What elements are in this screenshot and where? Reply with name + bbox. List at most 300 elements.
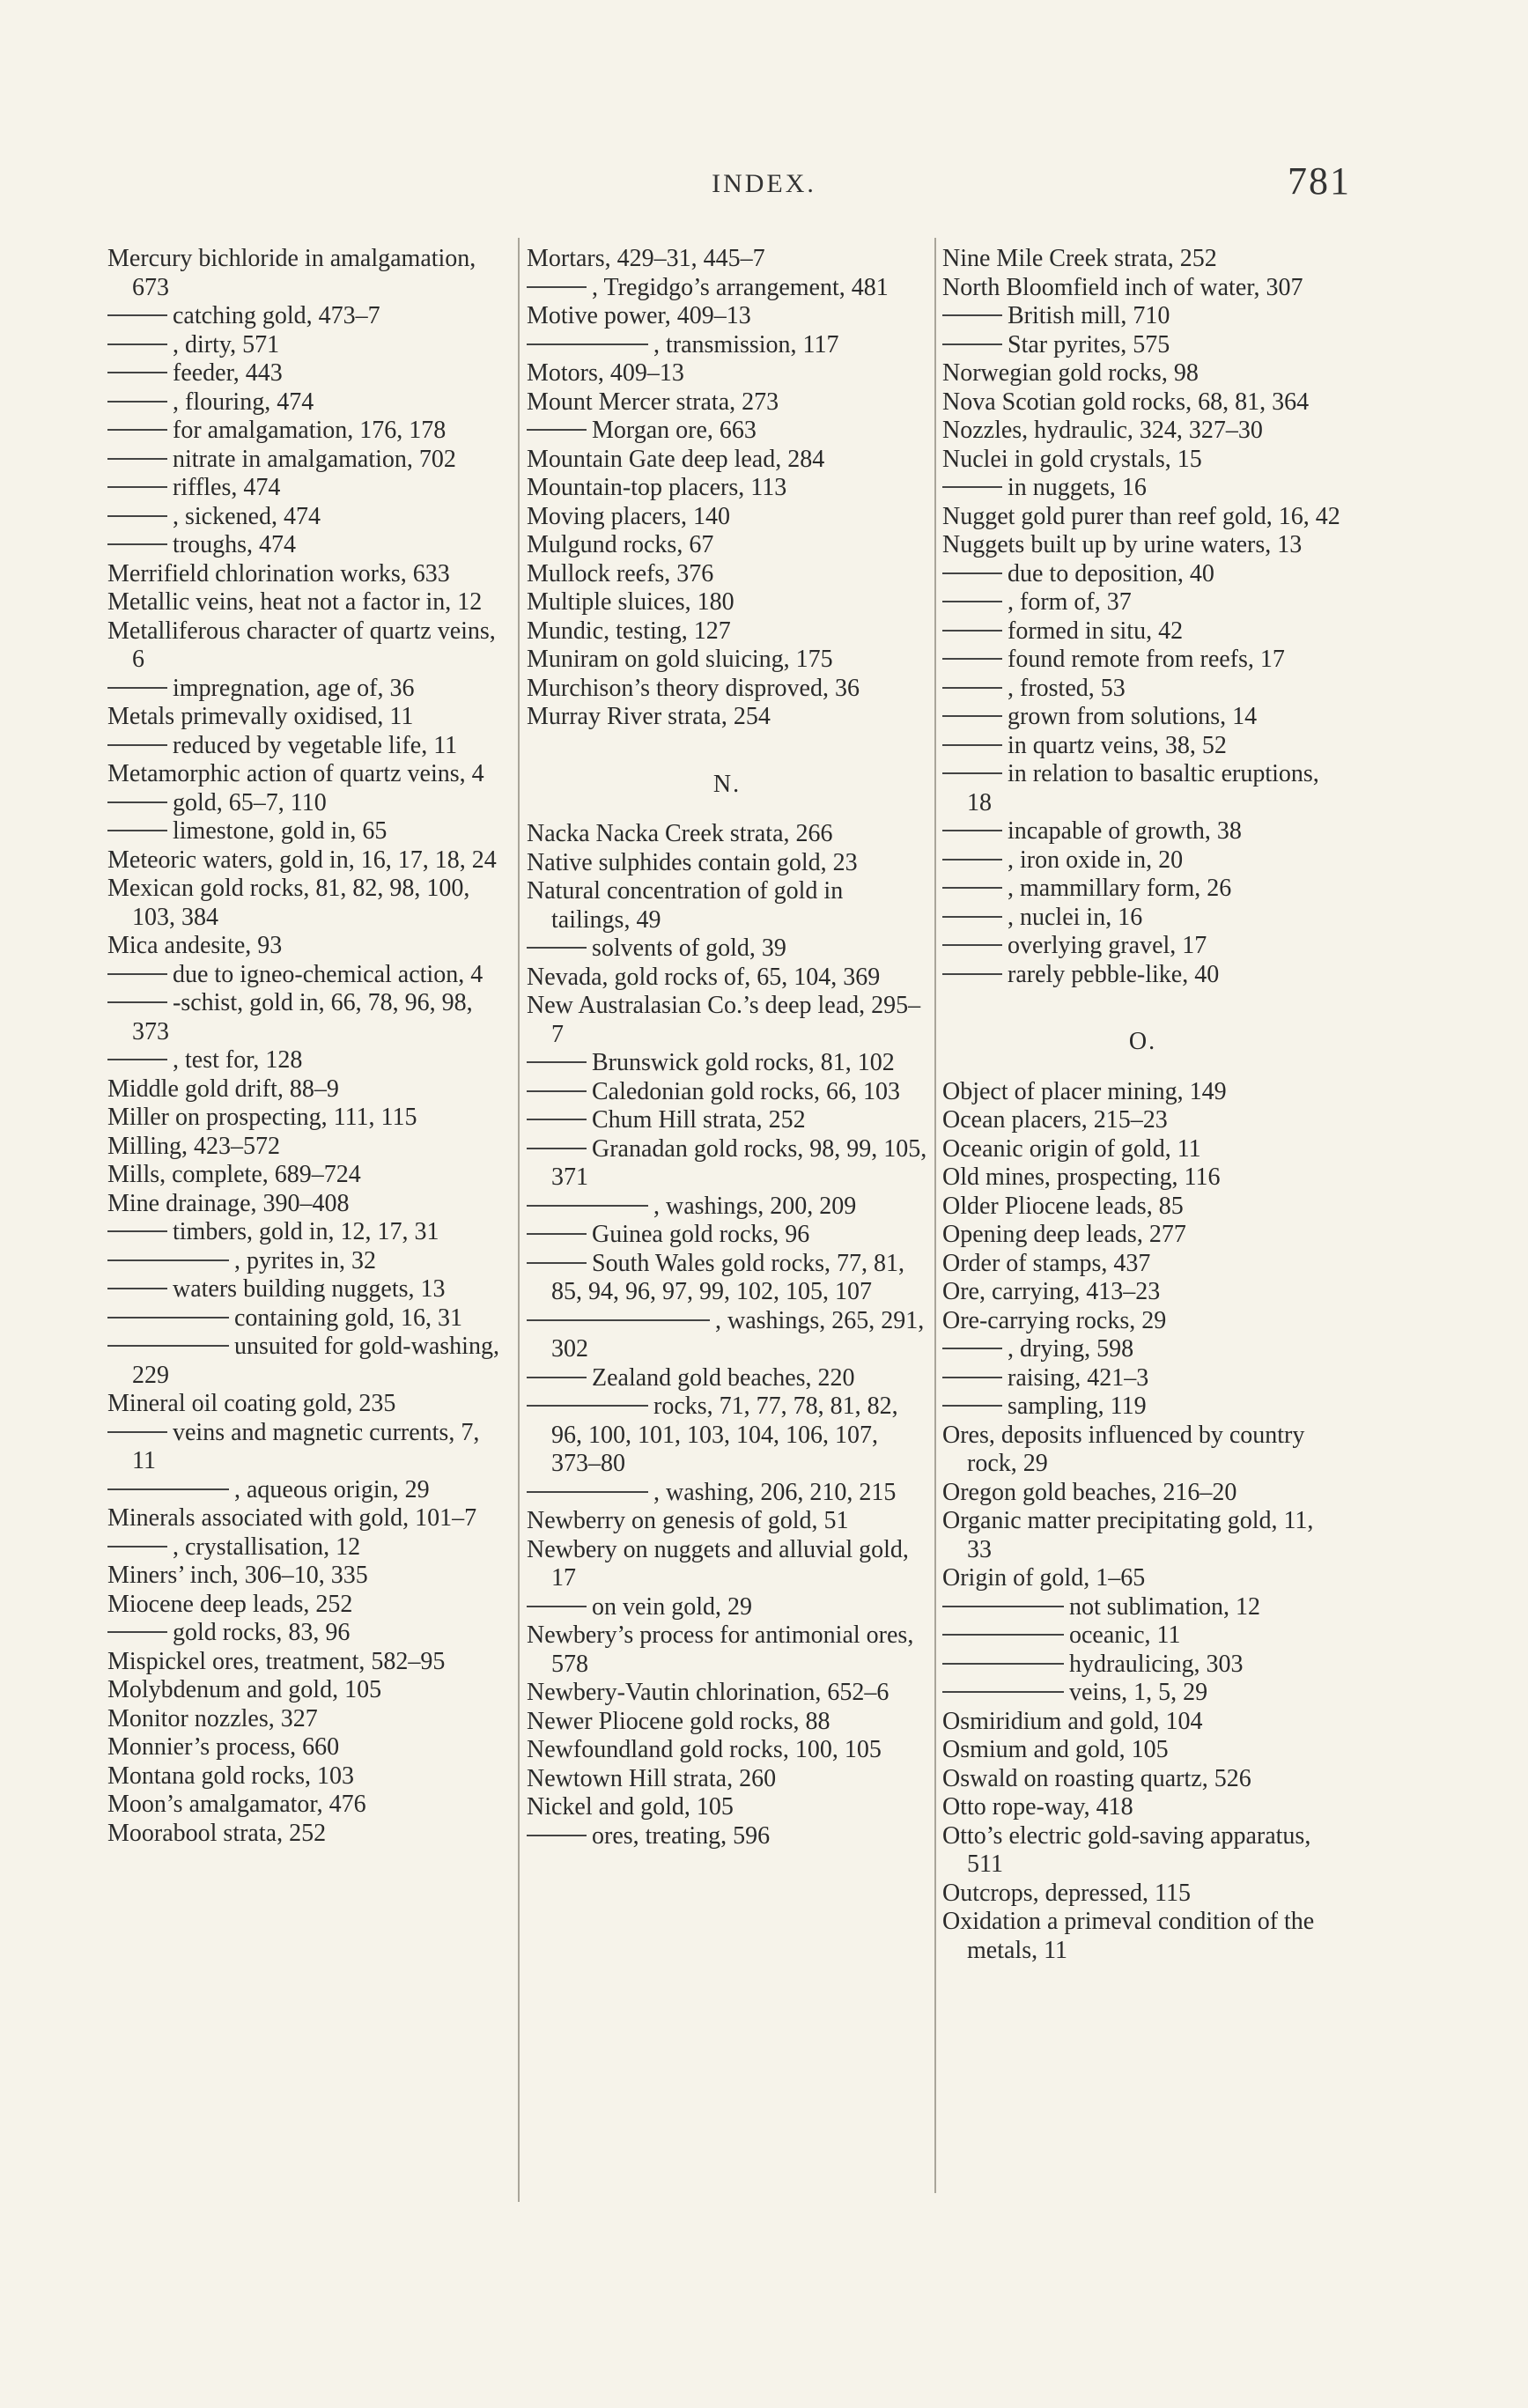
index-entry bbox=[527, 617, 927, 646]
index-entry bbox=[942, 503, 1343, 532]
index-entry bbox=[942, 302, 1343, 331]
index-entry bbox=[527, 1250, 927, 1307]
index-entry-text: , iron oxide in, 20 bbox=[1008, 846, 1184, 874]
index-entry-text: not sublimation, 12 bbox=[1069, 1592, 1260, 1621]
index-entry bbox=[942, 1880, 1343, 1909]
index-entry bbox=[107, 1476, 508, 1505]
index-entry-text: Nuggets built up by urine waters, 13 bbox=[942, 531, 1303, 558]
ditto-dash bbox=[527, 1606, 587, 1607]
index-entry-text: Middle gold drift, 88–9 bbox=[107, 1075, 339, 1103]
index-entry bbox=[942, 617, 1343, 646]
index-entry-text: , frosted, 53 bbox=[1008, 674, 1126, 702]
index-entry-text: reduced by vegetable life, 11 bbox=[173, 731, 458, 759]
index-entry-text: Merrifield chlorination works, 633 bbox=[107, 559, 450, 587]
index-entry bbox=[107, 588, 508, 617]
index-entry bbox=[942, 703, 1343, 732]
index-entry-text: Miocene deep leads, 252 bbox=[107, 1590, 353, 1618]
index-entry-text: Mineral oil coating gold, 235 bbox=[107, 1390, 396, 1417]
index-entry bbox=[107, 1190, 508, 1219]
index-entry bbox=[942, 1765, 1343, 1794]
index-entry-text: Guinea gold rocks, 96 bbox=[592, 1221, 810, 1248]
index-entry bbox=[942, 1335, 1343, 1364]
index-entry-text: Nugget gold purer than reef gold, 16, 42 bbox=[942, 502, 1340, 530]
index-entry bbox=[527, 1708, 927, 1737]
index-entry-text: Natural concentration of gold in tailings, 49 bbox=[527, 877, 844, 934]
index-entry bbox=[107, 1733, 508, 1762]
ditto-dash bbox=[527, 1061, 587, 1063]
index-entry bbox=[527, 1536, 927, 1593]
index-entry-text: Metallic veins, heat not a factor in, 12 bbox=[107, 588, 483, 616]
index-entry-text: Milling, 423–572 bbox=[107, 1132, 281, 1160]
index-entry bbox=[107, 359, 508, 388]
index-entry-text: ores, treating, 596 bbox=[592, 1821, 771, 1850]
ditto-dash bbox=[942, 859, 1002, 861]
ditto-dash bbox=[942, 715, 1002, 717]
index-entry bbox=[527, 302, 927, 331]
index-entry bbox=[527, 820, 927, 849]
index-entry bbox=[107, 1046, 508, 1075]
index-entry-text: Mica andesite, 93 bbox=[107, 932, 283, 959]
index-entry-text: formed in situ, 42 bbox=[1008, 617, 1184, 645]
index-entry bbox=[527, 388, 927, 417]
index-entry bbox=[527, 703, 927, 732]
index-entry-text: Nickel and gold, 105 bbox=[527, 1793, 734, 1821]
ditto-dash bbox=[107, 429, 167, 431]
index-entry bbox=[942, 1621, 1343, 1651]
index-entry bbox=[107, 1591, 508, 1620]
index-entry bbox=[942, 1507, 1343, 1564]
index-entry bbox=[107, 617, 508, 675]
index-column-1 bbox=[107, 245, 508, 1848]
index-entry-text: Mountain-top placers, 113 bbox=[527, 474, 787, 501]
index-entry bbox=[942, 474, 1343, 503]
index-entry-text: Minerals associated with gold, 101–7 bbox=[107, 1504, 477, 1532]
index-entry bbox=[527, 646, 927, 675]
index-entry bbox=[527, 1593, 927, 1622]
index-entry bbox=[527, 474, 927, 503]
index-entry-text: in relation to basaltic eruptions, 18 bbox=[967, 760, 1319, 816]
index-entry bbox=[107, 245, 508, 302]
ditto-dash bbox=[107, 1059, 167, 1060]
index-entry bbox=[942, 245, 1343, 274]
index-entry bbox=[107, 1648, 508, 1677]
index-entry-text: Monitor nozzles, 327 bbox=[107, 1704, 318, 1732]
ditto-dash bbox=[527, 286, 587, 288]
ditto-dash bbox=[107, 486, 167, 488]
ditto-dash bbox=[527, 1377, 587, 1378]
index-entry-text: veins, 1, 5, 29 bbox=[1069, 1679, 1208, 1706]
index-entry-text: , washings, 265, 291, 302 bbox=[551, 1306, 925, 1363]
ditto-dash bbox=[527, 1835, 587, 1836]
index-entry bbox=[942, 1193, 1343, 1222]
index-entry bbox=[527, 1621, 927, 1679]
index-entry bbox=[527, 331, 927, 360]
ditto-dash bbox=[107, 1001, 167, 1003]
index-entry-text: -schist, gold in, 66, 78, 96, 98, 373 bbox=[132, 989, 473, 1045]
index-entry bbox=[942, 961, 1343, 990]
index-entry-text: in quartz veins, 38, 52 bbox=[1008, 731, 1227, 759]
index-entry bbox=[107, 817, 508, 846]
index-entry bbox=[942, 904, 1343, 933]
index-entry bbox=[107, 560, 508, 589]
index-entry bbox=[527, 1392, 927, 1479]
index-entry bbox=[107, 1218, 508, 1247]
ditto-dash bbox=[527, 1090, 587, 1092]
index-entry-text: Origin of gold, 1–65 bbox=[942, 1564, 1146, 1592]
index-entry-text: due to deposition, 40 bbox=[1008, 559, 1214, 587]
index-entry-text: Monnier’s process, 660 bbox=[107, 1733, 340, 1761]
index-entry-text: grown from solutions, 14 bbox=[1008, 703, 1258, 730]
index-entry-text: gold rocks, 83, 96 bbox=[173, 1619, 351, 1646]
index-entry-text: in nuggets, 16 bbox=[1008, 474, 1147, 501]
index-entry bbox=[942, 932, 1343, 961]
index-entry bbox=[942, 274, 1343, 303]
index-entry-text: Zealand gold beaches, 220 bbox=[592, 1363, 855, 1392]
index-entry-text: sampling, 119 bbox=[1008, 1392, 1147, 1420]
ditto-dash bbox=[942, 601, 1002, 602]
index-entry-text: Montana gold rocks, 103 bbox=[107, 1762, 354, 1790]
index-entry bbox=[527, 1106, 927, 1135]
index-entry bbox=[107, 388, 508, 417]
ditto-dash bbox=[107, 801, 167, 803]
index-entry bbox=[942, 1593, 1343, 1622]
index-entry-text: rocks, 71, 77, 78, 81, 82, 96, 100, 101, 103, 104, 106, 107, 373–80 bbox=[551, 1392, 898, 1477]
index-entry-text: Oxidation a primeval condition of the metals, 11 bbox=[942, 1908, 1315, 1964]
index-entry bbox=[527, 675, 927, 704]
index-entry-text: Ores, deposits influenced by country rock, 29 bbox=[942, 1421, 1305, 1477]
index-entry-text: oceanic, 11 bbox=[1069, 1621, 1181, 1649]
index-entry-text: Osmiridium and gold, 104 bbox=[942, 1707, 1203, 1735]
index-entry bbox=[107, 675, 508, 704]
index-entry-text: Newtown Hill strata, 260 bbox=[527, 1764, 777, 1792]
index-entry bbox=[107, 1161, 508, 1190]
ditto-dash bbox=[107, 314, 167, 316]
index-entry bbox=[107, 446, 508, 475]
index-entry-text: Nevada, gold rocks of, 65, 104, 369 bbox=[527, 963, 881, 991]
index-entry bbox=[942, 388, 1343, 417]
index-entry-text: Moorabool strata, 252 bbox=[107, 1819, 327, 1847]
index-entry bbox=[942, 1364, 1343, 1393]
index-entry bbox=[942, 1078, 1343, 1107]
index-entry bbox=[527, 1364, 927, 1393]
index-entry-text: catching gold, 473–7 bbox=[173, 302, 380, 329]
index-entry-text: nitrate in amalgamation, 702 bbox=[173, 445, 456, 473]
index-entry-text: New Australasian Co.’s deep lead, 295–7 bbox=[527, 992, 921, 1048]
ditto-dash bbox=[527, 1405, 648, 1407]
ditto-dash bbox=[942, 772, 1002, 774]
index-entry-text: Otto’s electric gold-saving apparatus, 511 bbox=[942, 1821, 1311, 1878]
index-entry-text: Newer Pliocene gold rocks, 88 bbox=[527, 1707, 830, 1735]
ditto-dash bbox=[942, 572, 1002, 574]
index-entry-text: Opening deep leads, 277 bbox=[942, 1221, 1186, 1248]
index-entry bbox=[527, 1507, 927, 1536]
index-entry bbox=[527, 1307, 927, 1364]
index-entry-text: Molybdenum and gold, 105 bbox=[107, 1676, 382, 1703]
index-entry bbox=[942, 446, 1343, 475]
index-entry bbox=[942, 1736, 1343, 1765]
index-entry bbox=[942, 531, 1343, 560]
ditto-dash bbox=[942, 973, 1002, 975]
index-entry bbox=[107, 1275, 508, 1304]
index-entry-text: , test for, 128 bbox=[173, 1046, 303, 1074]
index-entry-text: raising, 421–3 bbox=[1008, 1363, 1149, 1392]
index-entry bbox=[942, 646, 1343, 675]
ditto-dash bbox=[107, 973, 167, 975]
index-entry bbox=[942, 760, 1343, 817]
ditto-dash bbox=[942, 830, 1002, 831]
index-entry bbox=[527, 359, 927, 388]
index-entry bbox=[942, 1250, 1343, 1279]
index-entry bbox=[527, 992, 927, 1049]
index-entry-text: Native sulphides contain gold, 23 bbox=[527, 848, 858, 876]
index-entry-text: Newbery on nuggets and alluvial gold, 17 bbox=[527, 1535, 909, 1592]
index-entry-text: Oceanic origin of gold, 11 bbox=[942, 1134, 1201, 1163]
index-entry bbox=[942, 1307, 1343, 1336]
ditto-dash bbox=[942, 630, 1002, 632]
index-entry bbox=[107, 1676, 508, 1705]
index-entry-text: Motive power, 409–13 bbox=[527, 302, 751, 329]
index-entry bbox=[107, 932, 508, 961]
ditto-dash bbox=[527, 1491, 648, 1493]
index-entry-text: , drying, 598 bbox=[1008, 1335, 1134, 1363]
ditto-dash bbox=[942, 1348, 1002, 1349]
ditto-dash bbox=[942, 658, 1002, 660]
index-entry bbox=[107, 961, 508, 990]
index-entry bbox=[107, 1390, 508, 1419]
page-number: 781 bbox=[1288, 159, 1351, 203]
index-entry-text: Mercury bichloride in amalgamation, 673 bbox=[107, 245, 476, 301]
index-entry bbox=[942, 1908, 1343, 1965]
index-entry-text: Brunswick gold rocks, 81, 102 bbox=[592, 1049, 895, 1076]
index-entry-text: Mispickel ores, treatment, 582–95 bbox=[107, 1647, 446, 1675]
index-entry-text: Newbery’s process for antimonial ores, 578 bbox=[527, 1621, 914, 1678]
ditto-dash bbox=[942, 1606, 1064, 1607]
index-entry-text: Caledonian gold rocks, 66, 103 bbox=[592, 1077, 900, 1105]
index-entry-text: Mundic, testing, 127 bbox=[527, 617, 731, 645]
index-entry-text: , sickened, 474 bbox=[173, 502, 321, 530]
index-entry-text: waters building nuggets, 13 bbox=[173, 1275, 446, 1303]
ditto-dash bbox=[107, 1288, 167, 1289]
index-entry bbox=[107, 1562, 508, 1591]
ditto-dash bbox=[107, 1631, 167, 1633]
index-entry bbox=[527, 1479, 927, 1508]
index-column-3 bbox=[942, 245, 1343, 1965]
ditto-dash bbox=[107, 1317, 229, 1318]
index-entry-text: solvents of gold, 39 bbox=[592, 934, 786, 962]
index-entry bbox=[942, 1564, 1343, 1593]
index-entry bbox=[527, 877, 927, 934]
index-entry bbox=[942, 675, 1343, 704]
index-entry bbox=[527, 588, 927, 617]
index-entry-text: Meteoric waters, gold in, 16, 17, 18, 24 bbox=[107, 846, 497, 874]
index-entry bbox=[107, 1533, 508, 1562]
ditto-dash bbox=[107, 1488, 229, 1490]
index-entry bbox=[942, 1822, 1343, 1880]
index-entry-text: , transmission, 117 bbox=[653, 330, 839, 358]
page-header-title: INDEX. bbox=[712, 169, 816, 198]
index-entry bbox=[527, 1078, 927, 1107]
index-entry-text: Nova Scotian gold rocks, 68, 81, 364 bbox=[942, 388, 1310, 416]
index-entry-text: , mammillary form, 26 bbox=[1008, 875, 1232, 902]
index-entry-text: Oswald on roasting quartz, 526 bbox=[942, 1764, 1251, 1792]
index-entry-text: Murray River strata, 254 bbox=[527, 703, 771, 730]
index-entry bbox=[107, 1762, 508, 1791]
ditto-dash bbox=[107, 458, 167, 460]
index-entry-text: Old mines, prospecting, 116 bbox=[942, 1163, 1221, 1191]
ditto-dash bbox=[942, 1663, 1064, 1665]
index-entry-text: Norwegian gold rocks, 98 bbox=[942, 359, 1199, 387]
index-entry bbox=[527, 934, 927, 964]
index-entry bbox=[942, 1278, 1343, 1307]
index-entry bbox=[527, 1736, 927, 1765]
index-entry bbox=[107, 1104, 508, 1133]
index-entry bbox=[942, 331, 1343, 360]
ditto-dash bbox=[107, 515, 167, 517]
index-column-2 bbox=[527, 245, 927, 1850]
index-entry-text: incapable of growth, 38 bbox=[1008, 817, 1242, 845]
index-entry-text: Ocean placers, 215–23 bbox=[942, 1106, 1168, 1134]
ditto-dash bbox=[942, 1405, 1002, 1407]
ditto-dash bbox=[942, 486, 1002, 488]
index-entry-text: Newfoundland gold rocks, 100, 105 bbox=[527, 1736, 882, 1763]
index-entry-text: found remote from reefs, 17 bbox=[1008, 646, 1285, 673]
index-entry bbox=[942, 1106, 1343, 1135]
index-entry-text: , form of, 37 bbox=[1008, 588, 1132, 616]
ditto-dash bbox=[107, 401, 167, 403]
index-entry bbox=[107, 1075, 508, 1104]
index-entry-text: Metals primevally oxidised, 11 bbox=[107, 703, 414, 730]
index-entry-text: overlying gravel, 17 bbox=[1008, 932, 1207, 959]
index-entry-text: gold, 65–7, 110 bbox=[173, 788, 327, 816]
index-entry-text: Newbery-Vautin chlorination, 652–6 bbox=[527, 1679, 889, 1706]
section-letter-heading: O. bbox=[1128, 1028, 1157, 1055]
index-entry-text: Muniram on gold sluicing, 175 bbox=[527, 646, 833, 673]
index-entry-text: Mine drainage, 390–408 bbox=[107, 1189, 350, 1217]
index-entry-text: Mexican gold rocks, 81, 82, 98, 100, 103, 384 bbox=[107, 875, 470, 931]
index-entry-text: Nuclei in gold crystals, 15 bbox=[942, 445, 1202, 473]
index-entry bbox=[107, 1820, 508, 1849]
section-letter-heading: N. bbox=[712, 770, 742, 798]
index-entry-text: Miller on prospecting, 111, 115 bbox=[107, 1104, 417, 1131]
column-divider bbox=[518, 238, 520, 2202]
index-entry-text: containing gold, 16, 31 bbox=[234, 1304, 462, 1332]
index-entry bbox=[942, 732, 1343, 761]
index-entry-text: Mount Mercer strata, 273 bbox=[527, 388, 779, 416]
index-entry bbox=[527, 1193, 927, 1222]
index-entry bbox=[527, 964, 927, 993]
index-entry bbox=[942, 817, 1343, 846]
index-entry-text: Outcrops, depressed, 115 bbox=[942, 1879, 1192, 1907]
index-entry bbox=[942, 1679, 1343, 1708]
ditto-dash bbox=[527, 343, 648, 345]
index-entry bbox=[527, 1135, 927, 1193]
index-entry-text: Chum Hill strata, 252 bbox=[592, 1106, 806, 1134]
index-entry bbox=[107, 1419, 508, 1476]
ditto-dash bbox=[942, 1691, 1064, 1693]
index-entry-text: Oregon gold beaches, 216–20 bbox=[942, 1478, 1237, 1506]
index-entry-text: British mill, 710 bbox=[1008, 302, 1170, 329]
index-entry bbox=[107, 302, 508, 331]
index-entry-text: Object of placer mining, 149 bbox=[942, 1077, 1227, 1105]
index-entry-text: Mulgund rocks, 67 bbox=[527, 531, 714, 558]
index-entry bbox=[942, 846, 1343, 875]
index-entry bbox=[942, 1793, 1343, 1822]
index-entry-text: Granadan gold rocks, 98, 99, 105, 371 bbox=[551, 1134, 927, 1191]
index-entry-text: Mullock reefs, 376 bbox=[527, 559, 714, 587]
index-entry bbox=[942, 359, 1343, 388]
index-entry bbox=[942, 1708, 1343, 1737]
index-entry-text: Older Pliocene leads, 85 bbox=[942, 1192, 1184, 1220]
index-entry bbox=[527, 446, 927, 475]
ditto-dash bbox=[527, 1262, 587, 1264]
index-entry-text: hydraulicing, 303 bbox=[1069, 1650, 1244, 1678]
index-entry bbox=[527, 1765, 927, 1794]
index-entry bbox=[942, 1422, 1343, 1479]
ditto-dash bbox=[527, 1148, 587, 1149]
index-entry-text: Otto rope-way, 418 bbox=[942, 1793, 1133, 1821]
index-entry bbox=[107, 789, 508, 818]
index-entry bbox=[527, 1679, 927, 1708]
index-entry-text: Motors, 409–13 bbox=[527, 359, 684, 387]
index-entry bbox=[527, 1049, 927, 1078]
index-entry bbox=[107, 1133, 508, 1162]
ditto-dash bbox=[107, 744, 167, 746]
index-entry bbox=[942, 1392, 1343, 1422]
index-entry bbox=[107, 1333, 508, 1390]
index-entry-text: Metamorphic action of quartz veins, 4 bbox=[107, 760, 484, 787]
ditto-dash bbox=[942, 314, 1002, 316]
ditto-dash bbox=[107, 687, 167, 689]
ditto-dash bbox=[107, 1345, 229, 1347]
ditto-dash bbox=[942, 1377, 1002, 1378]
index-entry bbox=[107, 846, 508, 875]
ditto-dash bbox=[107, 1230, 167, 1232]
index-entry-text: North Bloomfield inch of water, 307 bbox=[942, 273, 1303, 301]
index-entry-text: Osmium and gold, 105 bbox=[942, 1736, 1169, 1763]
index-entry-text: Nine Mile Creek strata, 252 bbox=[942, 245, 1217, 272]
index-entry bbox=[107, 989, 508, 1046]
index-entry-text: for amalgamation, 176, 178 bbox=[173, 417, 447, 444]
index-entry bbox=[527, 1822, 927, 1851]
index-entry bbox=[527, 503, 927, 532]
index-entry bbox=[107, 703, 508, 732]
index-entry-text: , pyrites in, 32 bbox=[234, 1246, 376, 1274]
index-entry bbox=[107, 1619, 508, 1648]
index-entry bbox=[107, 417, 508, 446]
index-entry-text: Morgan ore, 663 bbox=[592, 417, 757, 444]
index-entry bbox=[527, 1793, 927, 1822]
index-entry-text: unsuited for gold-washing, 229 bbox=[132, 1333, 499, 1389]
index-entry bbox=[942, 1479, 1343, 1508]
index-entry-text: veins and magnetic currents, 7, 11 bbox=[132, 1418, 480, 1474]
index-entry bbox=[527, 417, 927, 446]
index-entry-text: Mountain Gate deep lead, 284 bbox=[527, 445, 825, 473]
index-entry-text: , dirty, 571 bbox=[173, 330, 280, 358]
ditto-dash bbox=[527, 1119, 587, 1120]
index-entry-text: , aqueous origin, 29 bbox=[234, 1475, 430, 1503]
ditto-dash bbox=[942, 916, 1002, 918]
index-entry-text: impregnation, age of, 36 bbox=[173, 674, 415, 702]
index-entry bbox=[107, 875, 508, 932]
index-entry bbox=[107, 1247, 508, 1276]
index-entry-text: Ore-carrying rocks, 29 bbox=[942, 1306, 1167, 1334]
ditto-dash bbox=[107, 543, 167, 545]
index-entry-text: Ore, carrying, 413–23 bbox=[942, 1278, 1161, 1305]
index-entry-text: Organic matter precipitating gold, 11, 33 bbox=[942, 1507, 1314, 1563]
index-entry bbox=[527, 274, 927, 303]
index-entry-text: Mills, complete, 689–724 bbox=[107, 1161, 361, 1188]
index-entry bbox=[527, 245, 927, 274]
